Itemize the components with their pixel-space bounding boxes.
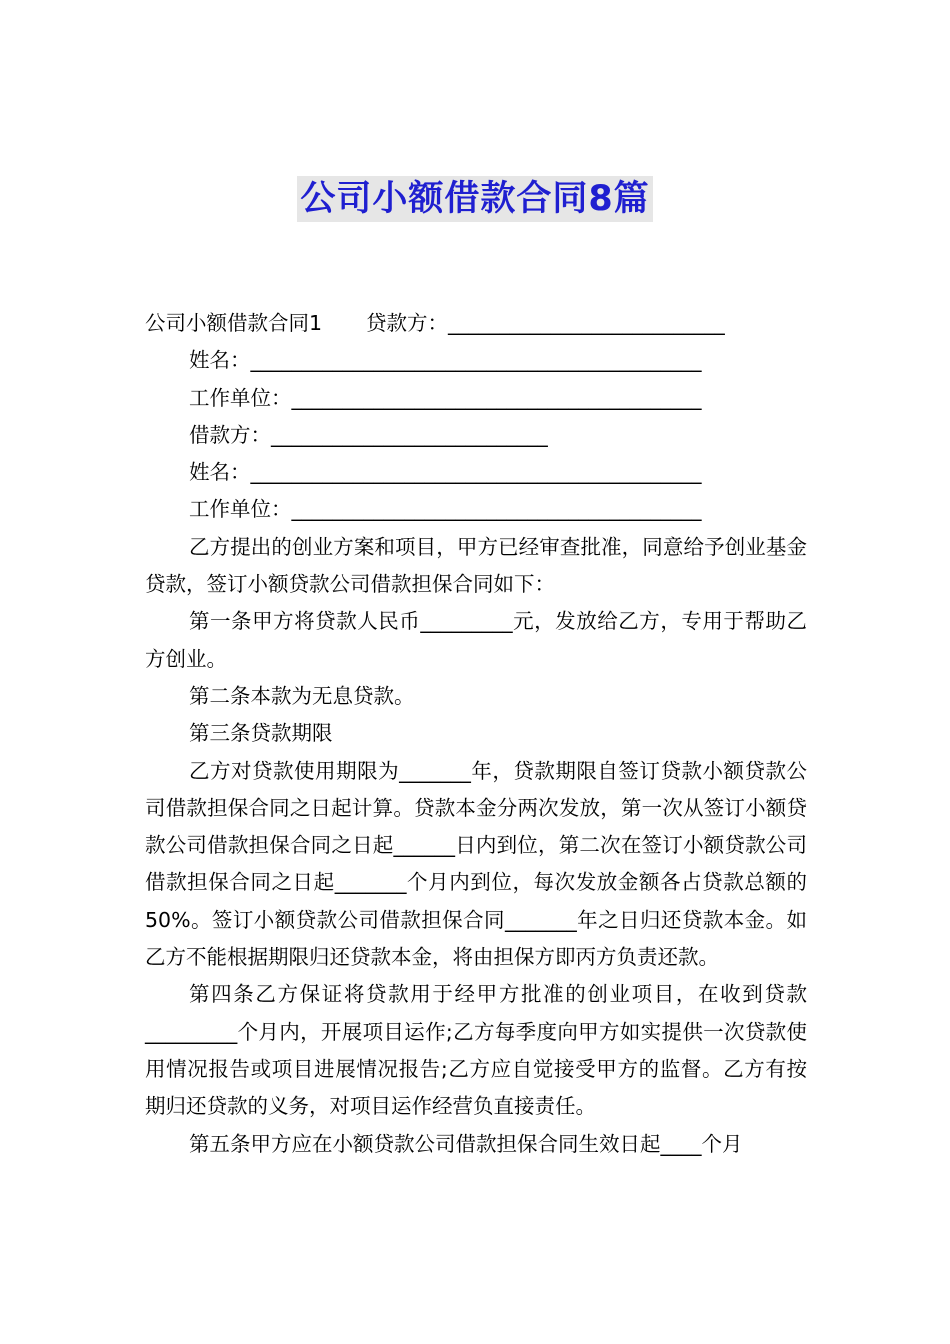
- borrower-employer-field: 工作单位：________________________________________: [189, 497, 702, 522]
- lender-employer-field: 工作单位：________________________________________: [189, 385, 702, 410]
- heading-line: [145, 305, 807, 342]
- document-title: 公司小额借款合同8篇: [297, 176, 652, 222]
- article-5-paragraph: 第五条甲方应在小额贷款公司借款担保合同生效日起____个月: [189, 1131, 743, 1156]
- intro-paragraph: 乙方提出的创业方案和项目，甲方已经审查批准，同意给予创业基金贷款，签订小额贷款公司借款担保合同如下：: [145, 534, 807, 597]
- title-container: [0, 176, 950, 222]
- lender-name-field: 姓名：____________________________________________: [189, 348, 702, 373]
- borrower-name-field: 姓名：____________________________________________: [189, 460, 702, 485]
- article-3-paragraph: 乙方对贷款使用期限为_______年，贷款期限自签订贷款小额贷款公司借款担保合同之日起计算。贷款本金分两次发放，第一次从签订小额贷款公司借款担保合同之日起______日内到位，第二次在签订小额贷款公司借款担保合同之日起_______个月内到位，每次发放金额各占贷款总额的50%。签订小额贷款公司借款担保合同_______年之日归还贷款本金。如乙方不能根据期限归还贷款本金，将由担保方即丙方负责还款。: [145, 758, 807, 970]
- document-body: [145, 305, 807, 1163]
- section-heading: 公司小额借款合同1: [145, 311, 323, 335]
- article-2-paragraph: 第二条本款为无息贷款。: [189, 683, 415, 708]
- article-1-paragraph: 第一条甲方将贷款人民币_________元，发放给乙方，专用于帮助乙方创业。: [145, 609, 807, 671]
- article-4-paragraph: 第四条乙方保证将贷款用于经甲方批准的创业项目，在收到贷款_________个月内，开展项目运作;乙方每季度向甲方如实提供一次贷款使用情况报告或项目进展情况报告;乙方应自觉接受甲方的监督。乙方有按期归还贷款的义务，对项目运作经营负直接责任。: [145, 982, 807, 1119]
- article-3-heading: 第三条贷款期限: [189, 721, 333, 746]
- borrower-field: 借款方：___________________________: [189, 422, 548, 447]
- lender-field: 贷款方：___________________________: [366, 311, 725, 335]
